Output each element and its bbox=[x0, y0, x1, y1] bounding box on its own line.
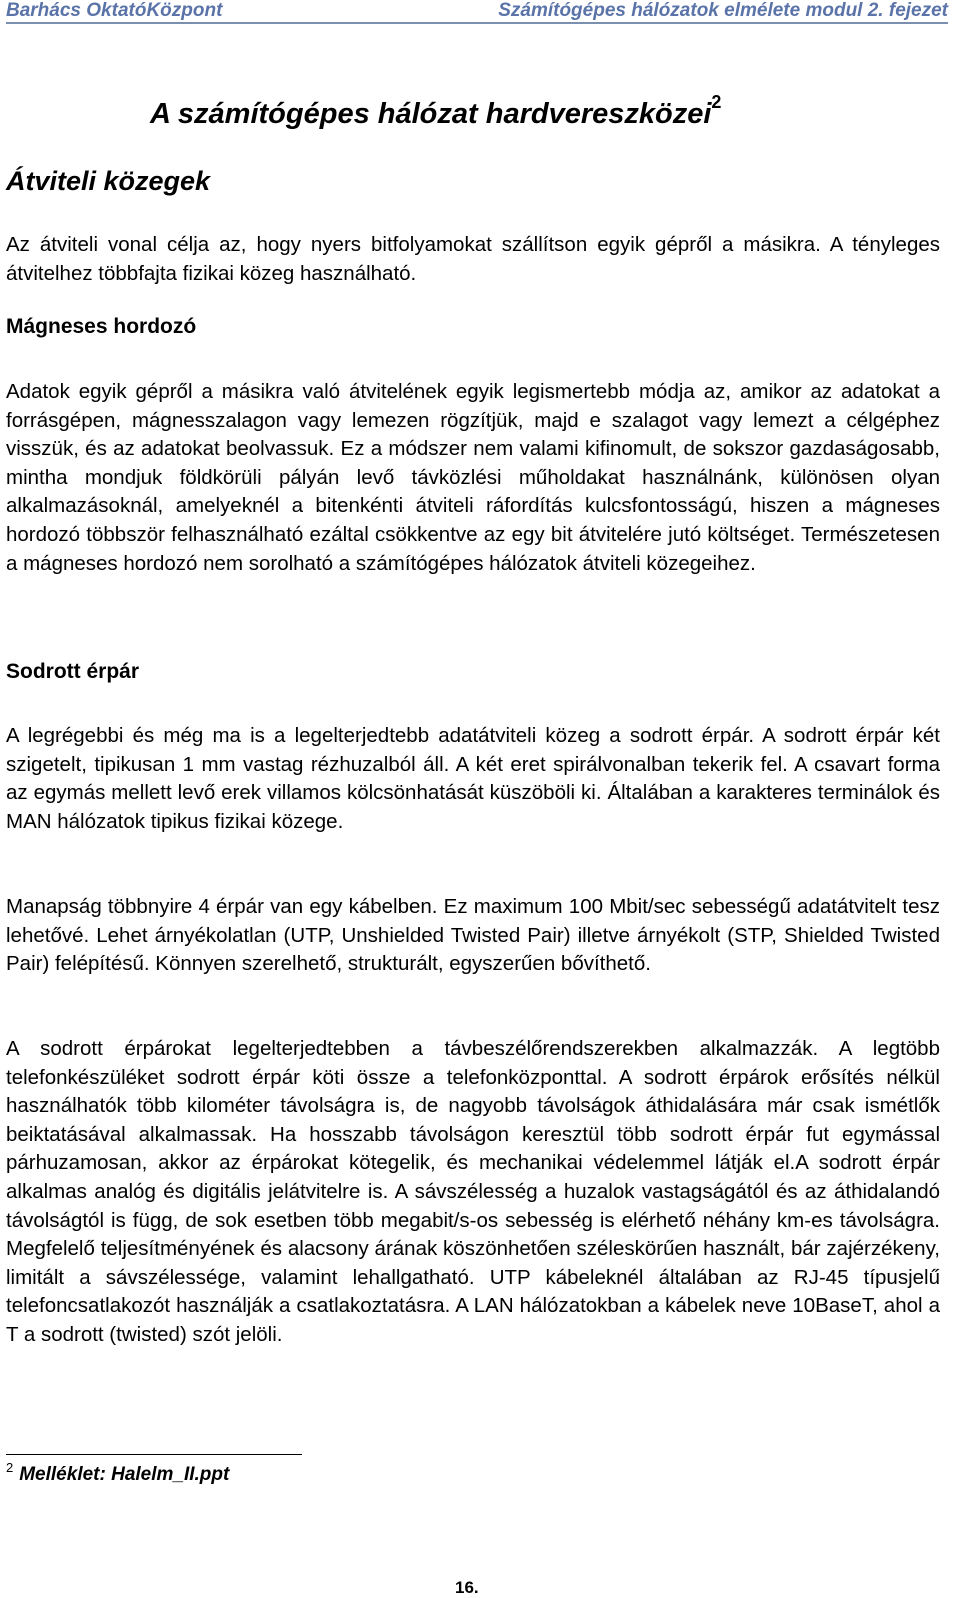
section-title: Átviteli közegek bbox=[6, 166, 211, 196]
header-module: Számítógépes hálózatok elmélete modul 2. fejezet bbox=[498, 0, 948, 21]
chapter-title-text: A számítógépes hálózat hardvereszközei bbox=[150, 98, 712, 130]
twisted-pair-heading: Sodrott érpár bbox=[6, 660, 140, 683]
magnetic-paragraph: Adatok egyik gépről a másikra való átvitelének egyik legismertebb módja az, amikor az adatokat a forrásgépen, mágnesszalagon vagy lemezen rögzítjük, majd e szalagot vagy lemezt a célgéphez visszük, és az adatokat beolvassuk. Ez a módszer nem valami kifinomult, de sokszor gazdaságosabb, mintha mondjuk földkörüli pályán levő távközlési műholdakat használnánk, különösen olyan alkalmazásoknál, amelyeknél a bitenkénti átviteli ráfordítás kulcsfontosságú, hiszen a mágneses hordozó többször felhasználható ezáltal csökkentve az egy bit átvitelére jutó költséget. Természetesen a mágneses hordozó nem sorolható a számítógépes hálózatok átviteli közegeihez. bbox=[6, 380, 940, 575]
footnote-number: 2 bbox=[6, 1460, 14, 1475]
twisted-pair-paragraph-2: Manapság többnyire 4 érpár van egy kábelben. Ez maximum 100 Mbit/sec sebességű adatátvitelt tesz lehetővé. Lehet árnyékolatlan (UTP, Unshielded Twisted Pair) illetve árnyékolt (STP, Shielded Twisted Pair) felépítésű. Könnyen szerelhető, strukturált, egyszerűen bővíthető. bbox=[6, 895, 940, 976]
page-number: 16. bbox=[455, 1578, 479, 1597]
footnote-text: Melléklet: Halelm_II.ppt bbox=[19, 1464, 230, 1485]
page-header bbox=[6, 0, 948, 24]
chapter-title bbox=[150, 92, 722, 131]
footnote-separator bbox=[6, 1454, 302, 1455]
footnote-ref[interactable]: 2 bbox=[711, 92, 722, 112]
header-org: Barhács OktatóKözpont bbox=[6, 0, 223, 21]
magnetic-heading: Mágneses hordozó bbox=[6, 315, 197, 338]
footnote bbox=[6, 1460, 230, 1486]
twisted-pair-paragraph-1: A legrégebbi és még ma is a legelterjedtebb adatátviteli közeg a sodrott érpár. A sodrott érpár két szigetelt, tipikusan 1 mm vastag rézhuzalból áll. A két eret spirálvonalban tekerik fel. A csavart forma az egymás mellett levő erek villamos kölcsönhatását küszöböli ki. Általában a karakteres terminálok és MAN hálózatok tipikus fizikai közege. bbox=[6, 724, 940, 833]
intro-paragraph: Az átviteli vonal célja az, hogy nyers bitfolyamokat szállítson egyik gépről a másikra. A tényleges átvitelhez többfajta fizikai közeg használható. bbox=[6, 233, 940, 285]
twisted-pair-paragraph-3: A sodrott érpárokat legelterjedtebben a távbeszélőrendszerekben alkalmazzák. A legtöbb telefonkészüléket sodrott érpár köti össze a telefonközponttal. A sodrott érpárok erősítés nélkül használhatók több kilométer távolságra is, de nagyobb távolságok áthidalására már csak ismétlők beiktatásával alkalmassak. Ha hosszabb távolságon keresztül több sodrott érpár fut egymással párhuzamosan, akkor az érpárokat kötegelik, és mechanikai védelemmel látják el.A sodrott érpár alkalmas analóg és digitális jelátvitelre is. A sávszélesség a huzalok vastagságától és az áthidalandó távolságtól is függ, de sok esetben több megabit/s-os sebesség is elérhető néhány km-es távolságra. Megfelelő teljesítményének és alacsony árának köszönhetően széleskörűen használt, bár zajérzékeny, limitált a sávszélessége, valamint lehallgatható. UTP kábeleknél általában az RJ-45 típusjelű telefoncsatlakozót használják a csatlakoztatásra. A LAN hálózatokban a kábelek neve 10BaseT, ahol a T a sodrott (twisted) szót jelöli. bbox=[6, 1037, 940, 1346]
